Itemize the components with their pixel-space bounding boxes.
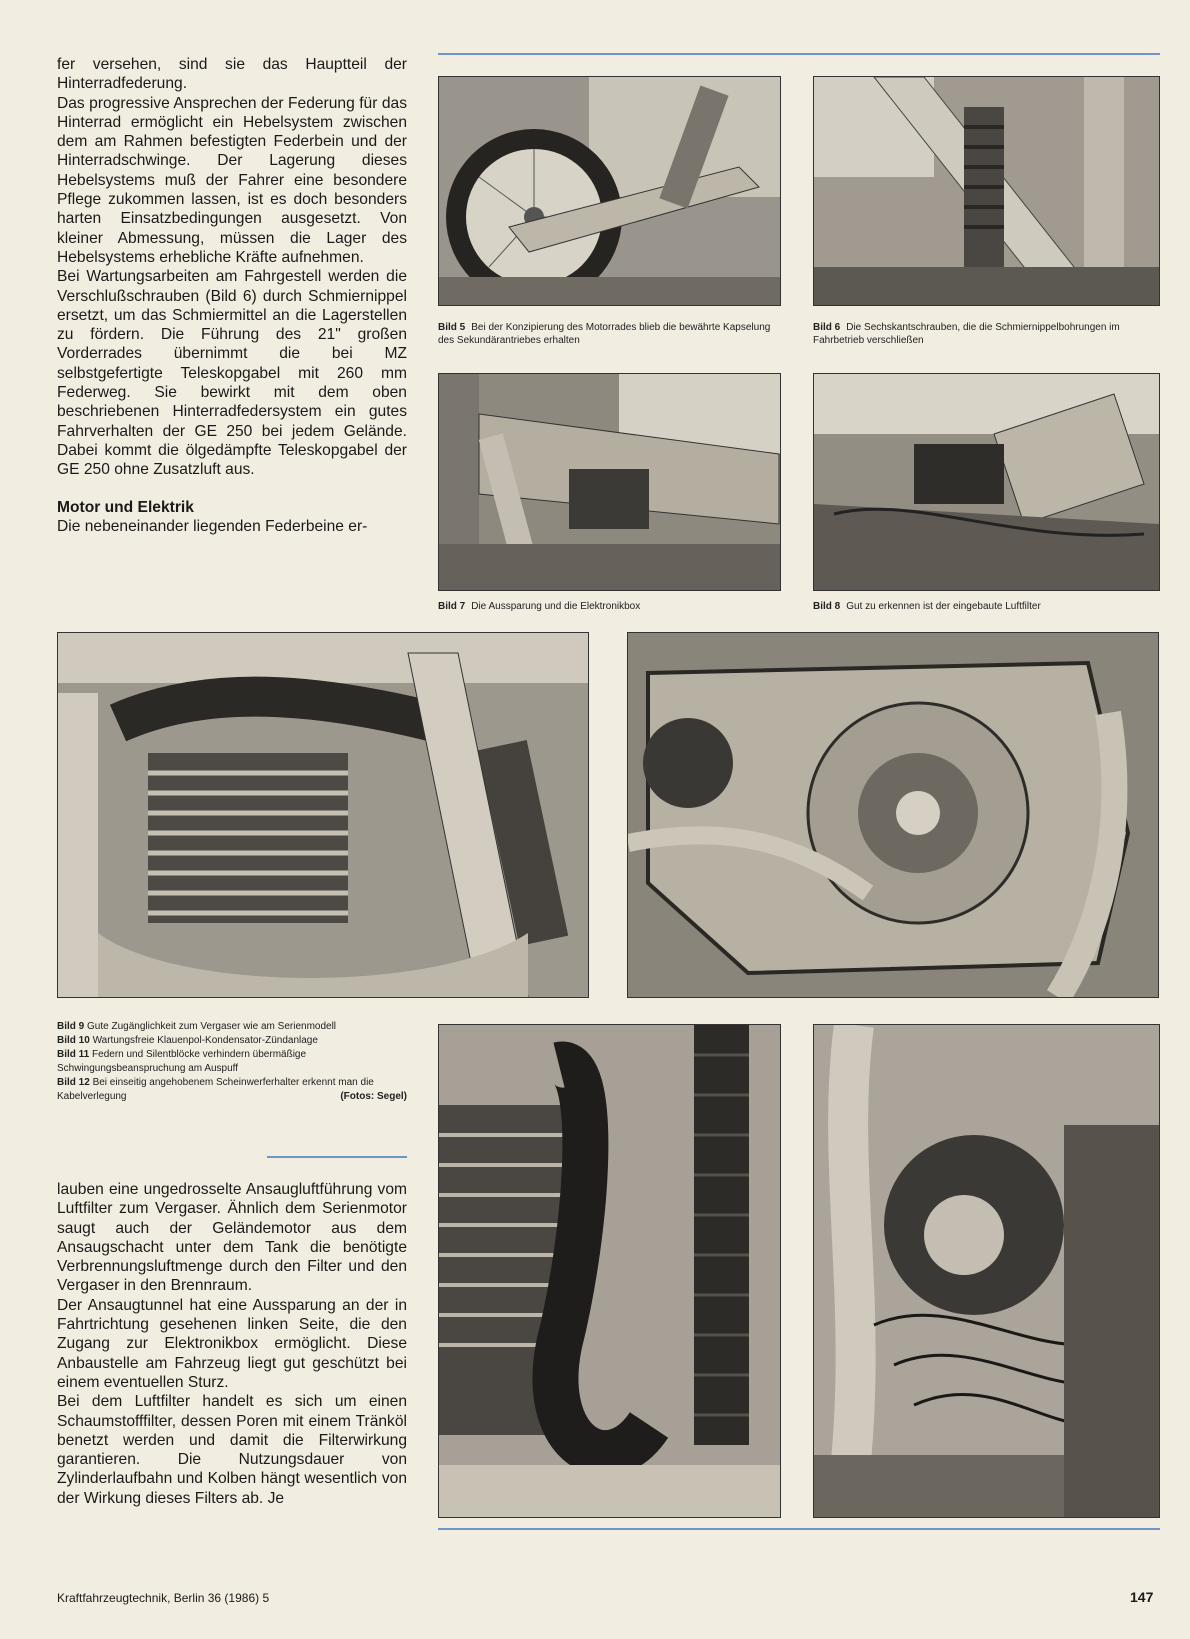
photo-bild-9 xyxy=(57,632,589,998)
caption-label: Bild 6 xyxy=(813,322,841,333)
caption-text: Bei einseitig angehobenem Scheinwerferhalter erkennt man die Kabelverlegung xyxy=(57,1077,374,1102)
footer-journal: Kraftfahrzeugtechnik, Berlin 36 (1986) 5 xyxy=(57,1591,270,1605)
caption-text: Gute Zugänglichkeit zum Vergaser wie am Serienmodell xyxy=(87,1021,337,1032)
photo-bild-5 xyxy=(438,76,781,306)
section-heading: Motor und Elektrik xyxy=(57,498,194,516)
caption-label: Bild 8 xyxy=(813,601,841,612)
caption-text: Gut zu erkennen ist der eingebaute Luftfilter xyxy=(846,601,1041,612)
article-column-top xyxy=(57,55,407,536)
caption-bild-12 xyxy=(57,1076,407,1104)
caption-text: Die Aussparung und die Elektronikbox xyxy=(471,601,641,612)
page-number: 147 xyxy=(1130,1589,1154,1605)
photo-credit: (Fotos: Segel) xyxy=(340,1091,407,1102)
photo-bild-7 xyxy=(438,373,781,591)
paragraph: fer versehen, sind sie das Hauptteil der Hinterradfederung. xyxy=(57,56,407,93)
caption-bild-9 xyxy=(57,1020,407,1034)
photo-bild-10 xyxy=(627,632,1159,998)
paragraph: Bei Wartungsarbeiten am Fahrgestell werden die Verschlußschrauben (Bild 6) durch Schmiernippel ersetzt, um das Schmiermittel an die Lagerstellen zu fördern. Die Führung des 21" großen Vorderrades übernimmt die bei MZ selbstgefertigte Teleskopgabel mit 260 mm Federweg. Sie bewirkt mit dem oben beschriebenen Hinterradfedersystem ein gutes Fahrverhalten der GE 250 bei jedem Gelände. Dabei kommt die ölgedämpfte Teleskopgabel der GE 250 ohne Zusatzluft aus. xyxy=(57,268,407,479)
caption-label: Bild 10 xyxy=(57,1035,90,1046)
paragraph: Bei dem Luftfilter handelt es sich um einen Schaumstofffilter, dessen Poren mit einem Tränköl benetzt werden und damit die Filterwirkung garantieren. Die Nutzungsdauer von Zylinderlaufbahn und Kolben hängt wesentlich von der Wirkung dieses Filters ab. Je xyxy=(57,1393,407,1507)
caption-label: Bild 5 xyxy=(438,322,466,333)
photo-bild-6 xyxy=(813,76,1160,306)
paragraph: Das progressive Ansprechen der Federung für das Hinterrad ermöglicht ein Hebelsystem zwischen dem am Rahmen befestigten Federbein und der Hinterradschwinge. Der Lagerung dieses Hebelsystems muß der Fahrer eine besondere Pflege zukommen lassen, ist es doch besonders harten Einsatzbedingungen ausgesetzt. Von kleiner Abmessung, müssen die Lager des Hebelsystems erhebliche Kräfte aufnehmen. xyxy=(57,94,407,266)
paragraph: Der Ansaugtunnel hat eine Aussparung an der in Fahrtrichtung gesehenen linken Seite, die den Zugang zur Elektronikbox ermöglicht. Diese Anbaustelle am Fahrzeug liegt gut geschützt bei einem eventuellen Sturz. xyxy=(57,1296,407,1391)
caption-text: Wartungsfreie Klauenpol-Kondensator-Zündanlage xyxy=(92,1035,318,1046)
caption-bild-11 xyxy=(57,1048,407,1076)
caption-list xyxy=(57,1020,407,1104)
caption-bild-8 xyxy=(813,600,1163,613)
caption-label: Bild 11 xyxy=(57,1049,90,1060)
caption-bild-10 xyxy=(57,1034,407,1048)
caption-bild-6 xyxy=(813,321,1163,347)
caption-text: Federn und Silentblöcke verhindern übermäßige Schwingungsbeanspruchung am Auspuff xyxy=(57,1049,307,1074)
photo-bild-12 xyxy=(813,1024,1160,1518)
caption-label: Bild 9 xyxy=(57,1021,85,1032)
paragraph: Die nebeneinander liegenden Federbeine er- xyxy=(57,517,368,535)
caption-label: Bild 7 xyxy=(438,601,466,612)
bottom-rule xyxy=(438,1528,1160,1530)
caption-bild-5 xyxy=(438,321,783,347)
caption-label: Bild 12 xyxy=(57,1077,90,1088)
caption-bild-7 xyxy=(438,600,783,613)
photo-bild-11 xyxy=(438,1024,781,1518)
article-column-bottom xyxy=(57,1180,407,1508)
caption-text: Bei der Konzipierung des Motorrades blieb die bewährte Kapselung des Sekundärantriebes erhalten xyxy=(438,322,771,346)
middle-rule xyxy=(267,1156,407,1158)
photo-bild-8 xyxy=(813,373,1160,591)
caption-text: Die Sechskantschrauben, die die Schmiernippelbohrungen im Fahrbetrieb verschließen xyxy=(813,322,1120,346)
top-rule xyxy=(438,53,1160,55)
paragraph: lauben eine ungedrosselte Ansaugluftführung vom Luftfilter zum Vergaser. Ähnlich dem Serienmotor saugt auch der Geländemotor aus dem Ansaugschacht unter dem Tank die benötigte Verbrennungsluftmenge durch den Filter und den Vergaser in den Brennraum. xyxy=(57,1181,407,1295)
